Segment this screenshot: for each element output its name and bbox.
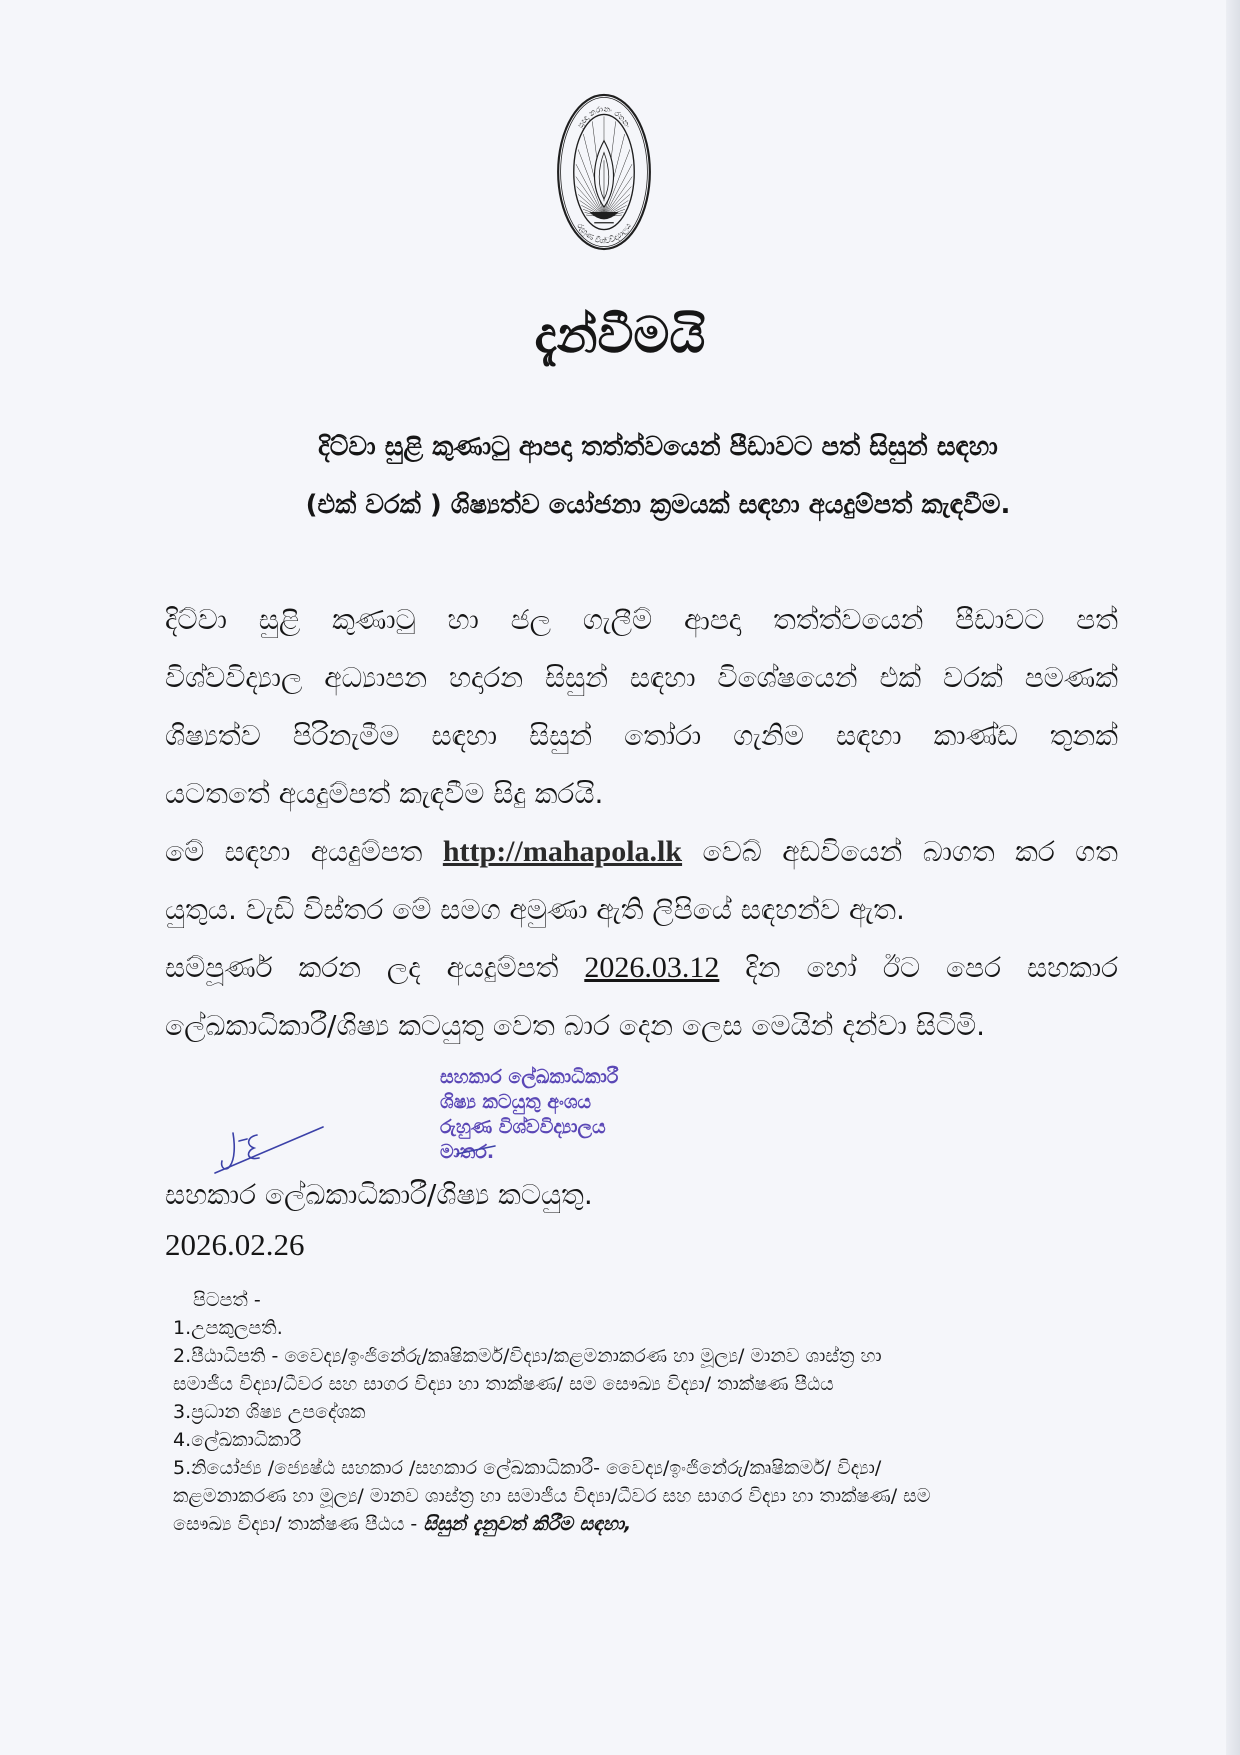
copy-recipient-text: සෞඛ්‍ය විද්‍යා/ තාක්ෂණ පීඨය - bbox=[173, 1513, 418, 1535]
copy-recipient-line: කළමනාකරණ හා මූල්‍ය/ මානව ශාස්ත්‍ර හා සමාජීය විද්‍යා/ධීවර සහ සාගර විද්‍යා හා තාක්ෂණ/ සම bbox=[173, 1485, 931, 1507]
copy-recipient-line: 2.පීඨාධිපති - වෛද්‍ය/ඉංජිනේරු/කෘෂිකර්ම/විද්‍යා/කළමනාකරණ හා මූල්‍ය/ මානව ශාස්ත්‍ර හා bbox=[173, 1345, 882, 1367]
body-line: දිට්වා සුළි කුණාටු හා ජල ගැලීම් ආපදා තත්ත්වයෙන් පීඩාවට පත් bbox=[165, 603, 1118, 636]
stamp-line: රුහුණ විශ්වවිද්‍යාලය bbox=[440, 1116, 606, 1138]
body-paragraph-3 bbox=[165, 939, 1118, 1055]
body-line bbox=[165, 939, 1118, 997]
copy-recipient-line: සමාජීය විද්‍යා/ධීවර සහ සාගර විද්‍යා හා තාක්ෂණ/ සම සෞඛ්‍ය විද්‍යා/ තාක්ෂණ පීඨය bbox=[173, 1373, 834, 1395]
body-line bbox=[165, 823, 1118, 881]
signature-stroke bbox=[215, 1127, 323, 1173]
signatory-title: සහකාර ලේඛකාධිකාරී/ශිෂ්‍ය කටයුතු. bbox=[165, 1178, 593, 1211]
seal-top-lettering-path: ප්‍රඥා නරානං රතනං bbox=[575, 104, 633, 130]
notice-title: දැන්වීමයි bbox=[534, 306, 706, 364]
signature-stroke bbox=[239, 1139, 247, 1141]
copy-recipient-line: 5.නියෝජ්‍ය /ජ්‍යෙෂ්ඨ සහකාර /සහකාර ලේඛකාධිකාරී- වෛද්‍ය/ඉංජිනේරු/කෘෂිකර්ම/ විද්‍යා/ bbox=[173, 1457, 882, 1479]
copy-recipient-line: 4.ලේඛකාධිකාරී bbox=[173, 1429, 302, 1451]
copy-recipient-line: 3.ප්‍රධාන ශිෂ්‍ය උපදේශක bbox=[173, 1401, 366, 1423]
body-line: යටතතේ අයදුම්පත් කැඳවීම සිදු කරයි. bbox=[165, 777, 604, 810]
body-line: ලේඛකාධිකාරී/ශිෂ්‍ය කටයුතු වෙත බාර දෙන ලෙස මෙයින් දන්වා සිටිමි. bbox=[165, 1009, 986, 1042]
submission-instruction-text: සම්පූර්ණ කරන ලද අයදුම්පත් bbox=[165, 951, 559, 984]
submission-instruction-text: දින හෝ ඊට පෙර සහකාර bbox=[745, 951, 1118, 984]
copy-recipient-line bbox=[173, 1510, 1118, 1538]
copies-heading: පිටපත් - bbox=[193, 1289, 261, 1311]
deadline-date: 2026.03.12 bbox=[584, 951, 720, 984]
body-paragraph-1 bbox=[165, 591, 1118, 823]
body-line: විශ්වවිද්‍යාල අධ්‍යාපන හදාරන සිසුන් සඳහා විශේෂයෙන් එක් වරක් පමණක් bbox=[165, 661, 1118, 694]
signature-area bbox=[165, 1055, 1118, 1175]
download-instruction-text: වෙබ් අඩවියෙන් බාගත කර ගත bbox=[702, 835, 1118, 868]
handwritten-signature bbox=[213, 1121, 325, 1179]
copies-list bbox=[173, 1286, 1118, 1538]
seal-lamp-icon bbox=[589, 212, 618, 219]
mahapola-website-link[interactable]: http://mahapola.lk bbox=[442, 835, 683, 868]
body-line: ශිෂ්‍යත්ව පිරිනැමීම සඳහා සිසුන් තෝරා ගැනිම සඳහා කාණ්ඩ තුනක් bbox=[165, 719, 1118, 752]
stamp-line: ශිෂ්‍ය කටයුතු අංශය bbox=[440, 1091, 592, 1113]
copies-purpose-note: සිසුන් දැනුවත් කිරීම සඳහා, bbox=[423, 1513, 632, 1535]
stamp-line: සහකාර ලේඛකාධිකාරී bbox=[440, 1066, 619, 1088]
subject-line-2: (එක් වරක් ) ශිෂ්‍යත්ව යෝජනා ක්‍රමයක් සඳහා අයදුම්පත් කැඳවීම. bbox=[305, 490, 1011, 520]
notice-date: 2026.02.26 bbox=[165, 1227, 305, 1262]
notice-subject bbox=[190, 418, 1126, 534]
download-instruction-text: මේ සඳහා අයදුම්පත bbox=[165, 835, 423, 868]
seal-bottom-lettering-path: රුහුණ විශ්වවිද්‍යාලය bbox=[575, 221, 633, 246]
stamp-line: මාතර. bbox=[440, 1141, 495, 1163]
subject-line-1: දිට්වා සුළි කුණාටු ආපදා තත්ත්වයෙන් පීඩාවට පත් සිසුන් සඳහා bbox=[318, 432, 998, 462]
body-paragraph-2 bbox=[165, 823, 1118, 939]
body-line: යුතුය. වැඩි විස්තර මේ සමග අමුණා ඇති ලිපියේ සඳහන්ව ඇත. bbox=[165, 893, 905, 926]
notice-body bbox=[165, 591, 1118, 1538]
scan-edge-shadow bbox=[1226, 0, 1240, 1755]
signature-pen-stroke bbox=[455, 1143, 497, 1157]
signature-stroke bbox=[222, 1133, 235, 1169]
copy-recipient-line: 1.උපකුලපති. bbox=[173, 1317, 283, 1339]
signature-stroke bbox=[457, 1146, 495, 1154]
university-seal-logo bbox=[555, 92, 653, 252]
